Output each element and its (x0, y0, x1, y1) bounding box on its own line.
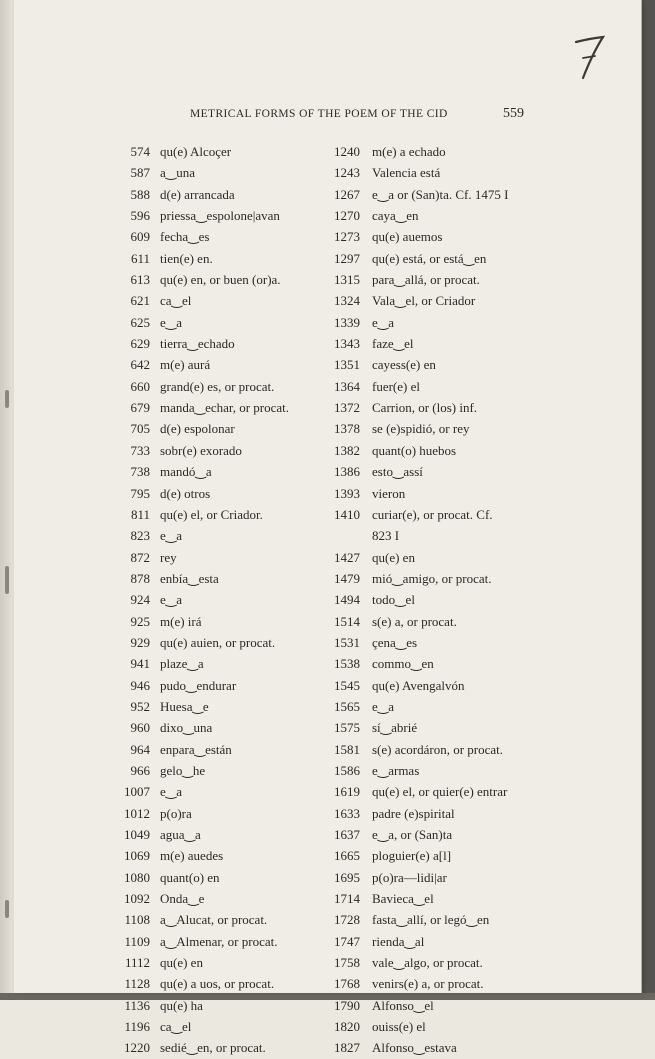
metrical-form: faze‿el (372, 336, 414, 352)
metrical-form: e‿a or (San)ta. Cf. 1475 I (372, 186, 509, 202)
metrical-form: vale‿algo, or procat. (372, 955, 483, 971)
line-number: 660 (130, 378, 150, 394)
metrical-form: ca‿el (160, 1019, 192, 1035)
line-number: 1372 (334, 400, 360, 416)
metrical-form: cayess(e) en (372, 357, 436, 373)
metrical-form: Alfonso‿estava (372, 1040, 457, 1056)
line-number: 1619 (334, 784, 360, 800)
line-number: 1343 (334, 336, 360, 352)
line-number: 878 (130, 570, 150, 586)
metrical-form: ouiss(e) el (372, 1019, 426, 1035)
line-number: 1538 (334, 656, 360, 672)
line-number: 621 (130, 293, 150, 309)
metrical-form: a‿una (160, 165, 195, 181)
line-number: 872 (130, 549, 150, 565)
metrical-form: d(e) espolonar (160, 421, 235, 437)
line-number: 642 (130, 357, 150, 373)
metrical-form: m(e) auedes (160, 848, 224, 864)
metrical-form: e‿a (160, 528, 182, 544)
line-number: 1267 (334, 186, 360, 202)
metrical-form: Onda‿e (160, 891, 205, 907)
binding-hole (5, 390, 9, 408)
line-number: 823 (130, 528, 150, 544)
line-number: 1637 (334, 827, 360, 842)
metrical-form: çena‿es (372, 634, 418, 650)
metrical-form: fuer(e) el (372, 378, 420, 394)
metrical-form: Alfonso‿el (372, 997, 434, 1013)
metrical-form: rienda‿al (372, 933, 425, 949)
line-number: 1270 (334, 208, 360, 224)
metrical-form: e‿a (160, 314, 182, 330)
metrical-form: Valencia está (372, 165, 441, 181)
metrical-form: qu(e) en (372, 549, 415, 565)
line-number: 1109 (124, 933, 150, 949)
metrical-form: priessa‿espolone|avan (160, 208, 280, 224)
metrical-form: m(e) a echado (372, 144, 446, 159)
metrical-form: 823 I (372, 528, 400, 544)
metrical-form: venirs(e) a, or procat. (372, 976, 484, 992)
line-number: 1410 (334, 506, 360, 522)
line-number: 587 (130, 165, 150, 181)
line-number: 1128 (124, 976, 150, 992)
metrical-form: qu(e) está, or está‿en (372, 250, 487, 266)
handwritten-annotation (570, 32, 610, 82)
metrical-form: Bavieca‿el (372, 891, 434, 907)
line-number: 1364 (334, 378, 360, 394)
line-number: 1768 (334, 976, 360, 992)
metrical-form: fasta‿allí, or legó‿en (372, 912, 490, 928)
metrical-form: mandó‿a (160, 464, 212, 480)
line-number: 1378 (334, 421, 360, 437)
metrical-form: quant(o) en (160, 869, 220, 885)
line-number: 1758 (334, 955, 360, 971)
metrical-form: p(o)ra (160, 805, 192, 821)
metrical-form: qu(e) en (160, 955, 203, 971)
line-number: 1565 (334, 698, 360, 714)
metrical-form: qu(e) Alcoçer (160, 144, 232, 159)
line-number: 596 (130, 208, 150, 224)
metrical-form: sedié‿en, or procat. (160, 1040, 266, 1056)
metrical-form: pudo‿endurar (160, 677, 237, 693)
line-number: 574 (130, 144, 150, 159)
line-number: 588 (130, 186, 150, 202)
line-number: 941 (130, 656, 150, 672)
line-number: 924 (130, 592, 150, 608)
line-number: 929 (130, 634, 150, 650)
metrical-form: qu(e) ha (160, 997, 203, 1013)
line-number: 1351 (334, 357, 360, 373)
line-number: 1049 (124, 827, 150, 842)
metrical-form: dixo‿una (160, 720, 213, 736)
metrical-form: Carrion, or (los) inf. (372, 400, 478, 416)
line-number: 1273 (334, 229, 360, 245)
line-number: 1080 (124, 869, 150, 885)
line-number: 629 (130, 336, 150, 352)
metrical-form: m(e) irá (160, 613, 202, 629)
metrical-form: commo‿en (372, 656, 434, 672)
line-number: 1633 (334, 805, 360, 821)
metrical-form: qu(e) el, or Criador. (160, 506, 263, 522)
metrical-form: e‿a (160, 784, 182, 800)
metrical-form: qu(e) el, or quier(e) entrar (372, 784, 508, 800)
line-number: 1092 (124, 891, 150, 907)
line-number: 1665 (334, 848, 360, 864)
page-title: METRICAL FORMS OF THE POEM OF THE CID (190, 108, 448, 120)
line-number: 1136 (124, 997, 150, 1013)
line-number: 795 (130, 485, 150, 501)
binding-hole (5, 900, 9, 918)
line-number: 1012 (124, 805, 150, 821)
metrical-form: todo‿el (372, 592, 415, 608)
line-number: 1747 (334, 933, 360, 949)
line-number: 1827 (334, 1040, 360, 1056)
line-number: 1393 (334, 485, 360, 501)
metrical-form: s(e) a, or procat. (372, 613, 457, 629)
line-number: 1581 (334, 741, 360, 757)
line-number: 1339 (334, 314, 360, 330)
metrical-form: e‿a (372, 698, 394, 714)
line-number: 1324 (334, 293, 360, 309)
metrical-form: qu(e) en, or buen (or)a. (160, 272, 281, 288)
metrical-form: fecha‿es (160, 229, 210, 245)
line-number: 1586 (334, 762, 360, 778)
metrical-form: d(e) otros (160, 485, 211, 501)
line-number: 1790 (334, 997, 360, 1013)
metrical-form: enpara‿están (160, 741, 232, 757)
metrical-form: Huesa‿e (160, 698, 209, 714)
metrical-form: qu(e) a uos, or procat. (160, 976, 275, 992)
metrical-form: quant(o) huebos (372, 442, 457, 458)
metrical-form: esto‿assí (372, 464, 423, 480)
line-number: 1545 (334, 677, 360, 693)
line-number: 705 (130, 421, 150, 437)
metrical-form: ca‿el (160, 293, 192, 309)
metrical-form: Vala‿el, or Criador (372, 293, 476, 309)
line-number: 960 (130, 720, 150, 736)
metrical-form: caya‿en (372, 208, 419, 224)
line-number: 1386 (334, 464, 360, 480)
metrical-form: s(e) acordáron, or procat. (372, 741, 504, 757)
line-number: 1514 (334, 613, 360, 629)
line-number: 1575 (334, 720, 360, 736)
metrical-form: grand(e) es, or procat. (160, 378, 275, 394)
metrical-form: rey (160, 549, 177, 565)
metrical-form: padre (e)spirital (372, 805, 455, 821)
metrical-form: vieron (372, 485, 406, 501)
line-number: 1479 (334, 570, 360, 586)
metrical-form: e‿armas (372, 762, 420, 778)
metrical-form: qu(e) auien, or procat. (160, 634, 276, 650)
line-number: 1297 (334, 250, 360, 266)
line-number: 966 (130, 762, 150, 778)
line-number: 609 (130, 229, 150, 245)
line-number: 1382 (334, 442, 360, 458)
line-number: 964 (130, 741, 150, 757)
metrical-form: qu(e) Avengalvón (372, 677, 465, 693)
metrical-form: plaze‿a (160, 656, 204, 672)
metrical-form: enbía‿esta (160, 570, 219, 586)
line-number: 625 (130, 314, 150, 330)
line-number: 1494 (334, 592, 360, 608)
line-number: 679 (130, 400, 150, 416)
metrical-form: tien(e) en. (160, 250, 213, 266)
metrical-form: p(o)ra—lidi|ar (372, 869, 447, 885)
line-number: 1714 (334, 891, 360, 907)
line-number: 611 (130, 250, 150, 266)
page-number: 559 (503, 106, 524, 121)
line-number: 1108 (124, 912, 150, 928)
page-gutter (0, 0, 14, 1000)
metrical-form: sobr(e) exorado (160, 442, 242, 458)
line-number: 1196 (124, 1019, 150, 1035)
line-number: 1695 (334, 869, 360, 885)
metrical-form: e‿a, or (San)ta (372, 827, 453, 842)
line-number: 1531 (334, 634, 360, 650)
metrical-form: a‿Almenar, or procat. (160, 933, 278, 949)
metrical-form: qu(e) auemos (372, 229, 443, 245)
line-number: 733 (130, 442, 150, 458)
line-number: 946 (130, 677, 150, 693)
metrical-form: d(e) arrancada (160, 186, 235, 202)
line-number: 1220 (124, 1040, 150, 1056)
metrical-form: e‿a (160, 592, 182, 608)
line-number: 1315 (334, 272, 360, 288)
metrical-form: ploguier(e) a[l] (372, 848, 452, 864)
line-number: 1007 (124, 784, 150, 800)
metrical-form: manda‿echar, or procat. (160, 400, 290, 416)
line-number: 1112 (124, 955, 150, 971)
metrical-form: sí‿abrié (372, 720, 418, 736)
line-number: 1243 (334, 165, 360, 181)
line-number: 1427 (334, 549, 360, 565)
line-number: 1069 (124, 848, 150, 864)
line-number: 952 (130, 698, 150, 714)
line-number: 811 (130, 506, 150, 522)
binding-hole (5, 566, 9, 594)
metrical-form: curiar(e), or procat. Cf. (372, 506, 493, 522)
metrical-form: m(e) aurá (160, 357, 211, 373)
line-number: 738 (130, 464, 150, 480)
metrical-form: gelo‿he (160, 762, 206, 778)
metrical-form: se (e)spidió, or rey (372, 421, 470, 437)
metrical-form: agua‿a (160, 827, 201, 842)
line-number: 1820 (334, 1019, 360, 1035)
metrical-form: a‿Alucat, or procat. (160, 912, 268, 928)
metrical-form: tierra‿echado (160, 336, 235, 352)
line-number: 925 (130, 613, 150, 629)
line-number: 1240 (334, 144, 360, 159)
metrical-form: mió‿amigo, or procat. (372, 570, 492, 586)
line-number: 1728 (334, 912, 360, 928)
scan-border-right (642, 0, 655, 1000)
book-page (14, 0, 642, 1056)
metrical-form: e‿a (372, 314, 394, 330)
metrical-form: para‿allá, or procat. (372, 272, 480, 288)
line-number: 613 (130, 272, 150, 288)
